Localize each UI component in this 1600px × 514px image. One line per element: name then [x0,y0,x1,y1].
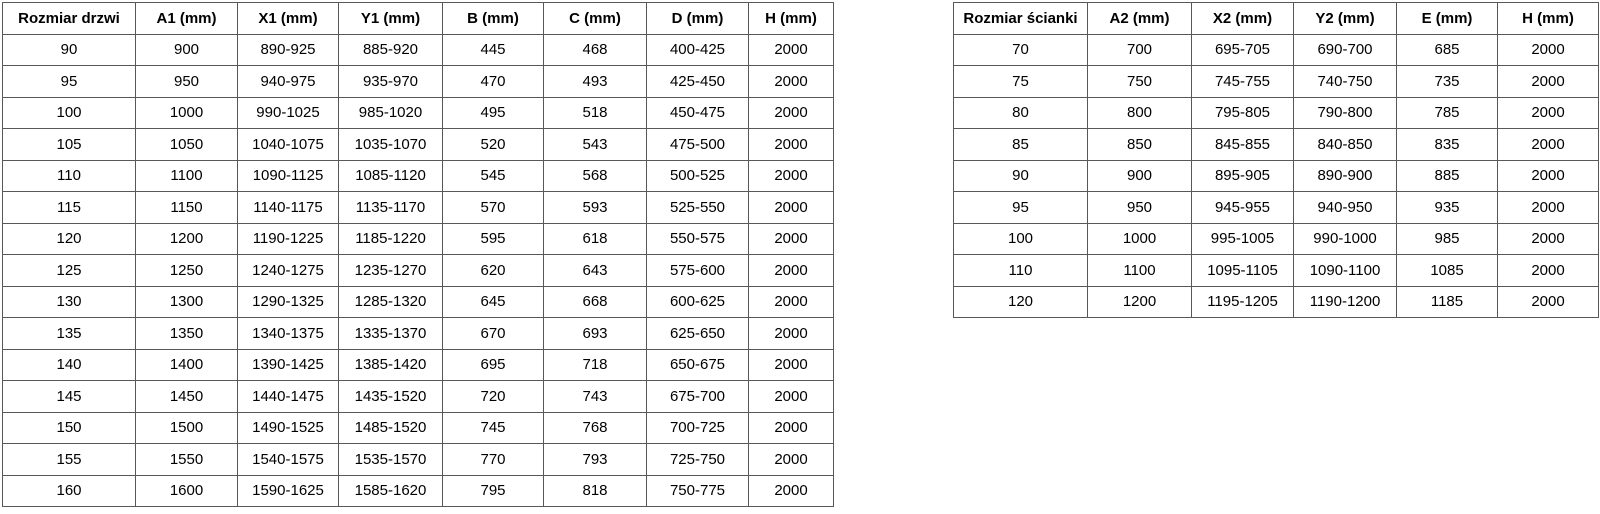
table-row [954,66,1599,98]
table-cell: 1500 [136,412,238,444]
table-cell: 550-575 [647,223,749,255]
table-row [3,412,834,444]
table-row [3,444,834,476]
table-cell: 500-525 [647,160,749,192]
table-cell: 670 [443,318,544,350]
table-cell: 2000 [749,255,834,287]
table-cell: 593 [544,192,647,224]
table-cell: 2000 [749,66,834,98]
table-cell: 1190-1200 [1294,286,1397,318]
table-cell: 675-700 [647,381,749,413]
table-cell: 1000 [136,97,238,129]
table-cell: 743 [544,381,647,413]
wall-size-table [953,2,1599,318]
table-cell: 690-700 [1294,34,1397,66]
table-cell: 2000 [749,444,834,476]
table-cell: 693 [544,318,647,350]
table-cell: 95 [954,192,1088,224]
table-cell: 890-900 [1294,160,1397,192]
table-cell: 135 [3,318,136,350]
table-cell: 895-905 [1192,160,1294,192]
table-cell: 945-955 [1192,192,1294,224]
table-cell: 1385-1420 [339,349,443,381]
table-cell: 700-725 [647,412,749,444]
table-cell: 2000 [749,412,834,444]
table-cell: 1440-1475 [238,381,339,413]
table-cell: 1140-1175 [238,192,339,224]
table-cell: 1090-1100 [1294,255,1397,287]
table-cell: 1550 [136,444,238,476]
table-cell: 470 [443,66,544,98]
table-row [3,129,834,161]
table-row [954,34,1599,66]
table-cell: 1240-1275 [238,255,339,287]
table-cell: 2000 [1498,223,1599,255]
table-cell: 840-850 [1294,129,1397,161]
table-cell: 1590-1625 [238,475,339,507]
table-cell: 1300 [136,286,238,318]
table-cell: 1085-1120 [339,160,443,192]
table-cell: 145 [3,381,136,413]
column-header: Y2 (mm) [1294,3,1397,35]
table-row [3,349,834,381]
table-cell: 1195-1205 [1192,286,1294,318]
table-row [3,381,834,413]
table-cell: 720 [443,381,544,413]
table-row [3,66,834,98]
table-cell: 1090-1125 [238,160,339,192]
table-row [3,97,834,129]
column-header: C (mm) [544,3,647,35]
table-cell: 1390-1425 [238,349,339,381]
table-cell: 750 [1088,66,1192,98]
table-cell: 725-750 [647,444,749,476]
table-cell: 543 [544,129,647,161]
table-cell: 685 [1397,34,1498,66]
table-cell: 1095-1105 [1192,255,1294,287]
table-cell: 90 [3,34,136,66]
table-cell: 2000 [1498,160,1599,192]
table-cell: 125 [3,255,136,287]
table-cell: 1200 [136,223,238,255]
table-cell: 650-675 [647,349,749,381]
table-cell: 935-970 [339,66,443,98]
table-cell: 695-705 [1192,34,1294,66]
table-cell: 2000 [1498,97,1599,129]
table-cell: 718 [544,349,647,381]
table-row [3,34,834,66]
table-cell: 1340-1375 [238,318,339,350]
table-cell: 2000 [749,192,834,224]
table-cell: 1490-1525 [238,412,339,444]
table-cell: 2000 [749,349,834,381]
table-cell: 985 [1397,223,1498,255]
table-cell: 475-500 [647,129,749,161]
column-header: A1 (mm) [136,3,238,35]
table-row [954,192,1599,224]
table-cell: 2000 [1498,255,1599,287]
table-cell: 115 [3,192,136,224]
table-cell: 668 [544,286,647,318]
table-cell: 740-750 [1294,66,1397,98]
table-cell: 700 [1088,34,1192,66]
table-row [954,223,1599,255]
table-cell: 575-600 [647,255,749,287]
table-cell: 120 [3,223,136,255]
table-cell: 845-855 [1192,129,1294,161]
table-cell: 450-475 [647,97,749,129]
table-cell: 620 [443,255,544,287]
table-cell: 1000 [1088,223,1192,255]
table-cell: 100 [3,97,136,129]
table-cell: 160 [3,475,136,507]
table-cell: 800 [1088,97,1192,129]
table-cell: 2000 [749,34,834,66]
table-cell: 785 [1397,97,1498,129]
table-row [954,255,1599,287]
table-cell: 995-1005 [1192,223,1294,255]
table-cell: 1535-1570 [339,444,443,476]
door-size-table [2,2,834,507]
table-cell: 495 [443,97,544,129]
table-cell: 1040-1075 [238,129,339,161]
table-cell: 950 [136,66,238,98]
table-cell: 795-805 [1192,97,1294,129]
table-cell: 1600 [136,475,238,507]
column-header: X2 (mm) [1192,3,1294,35]
table-cell: 625-650 [647,318,749,350]
table-cell: 1035-1070 [339,129,443,161]
table-cell: 1185-1220 [339,223,443,255]
table-cell: 2000 [1498,34,1599,66]
table-cell: 1485-1520 [339,412,443,444]
table-cell: 425-450 [647,66,749,98]
table-row [3,223,834,255]
table-cell: 2000 [749,381,834,413]
table-cell: 140 [3,349,136,381]
table-cell: 1100 [136,160,238,192]
table-cell: 2000 [1498,192,1599,224]
table-cell: 1350 [136,318,238,350]
table-cell: 795 [443,475,544,507]
table-cell: 1450 [136,381,238,413]
table-row [954,129,1599,161]
table-row [3,286,834,318]
table-cell: 835 [1397,129,1498,161]
table-row [3,318,834,350]
table-cell: 790-800 [1294,97,1397,129]
table-cell: 445 [443,34,544,66]
table-row [3,192,834,224]
table-cell: 130 [3,286,136,318]
column-header: H (mm) [749,3,834,35]
table-cell: 2000 [749,160,834,192]
table-cell: 770 [443,444,544,476]
table-cell: 1400 [136,349,238,381]
column-header: A2 (mm) [1088,3,1192,35]
table-cell: 885-920 [339,34,443,66]
table-cell: 110 [3,160,136,192]
table-cell: 520 [443,129,544,161]
table-cell: 85 [954,129,1088,161]
header-row [954,3,1599,35]
table-cell: 1135-1170 [339,192,443,224]
table-cell: 1285-1320 [339,286,443,318]
header-row [3,3,834,35]
table-cell: 818 [544,475,647,507]
table-row [954,97,1599,129]
table-cell: 643 [544,255,647,287]
table-cell: 745-755 [1192,66,1294,98]
table-cell: 2000 [749,97,834,129]
column-header: Rozmiar drzwi [3,3,136,35]
table-cell: 1235-1270 [339,255,443,287]
table-cell: 850 [1088,129,1192,161]
table-cell: 935 [1397,192,1498,224]
table-cell: 745 [443,412,544,444]
table-cell: 990-1000 [1294,223,1397,255]
column-header: H (mm) [1498,3,1599,35]
table-cell: 1150 [136,192,238,224]
table-cell: 120 [954,286,1088,318]
column-header: D (mm) [647,3,749,35]
table-cell: 1185 [1397,286,1498,318]
table-cell: 793 [544,444,647,476]
table-row [954,160,1599,192]
table-cell: 155 [3,444,136,476]
table-cell: 2000 [1498,286,1599,318]
table-cell: 80 [954,97,1088,129]
table-cell: 70 [954,34,1088,66]
table-cell: 2000 [749,129,834,161]
table-row [3,160,834,192]
column-header: X1 (mm) [238,3,339,35]
column-header: E (mm) [1397,3,1498,35]
table-cell: 110 [954,255,1088,287]
table-cell: 2000 [1498,129,1599,161]
table-cell: 940-950 [1294,192,1397,224]
table-cell: 75 [954,66,1088,98]
table-cell: 750-775 [647,475,749,507]
table-cell: 735 [1397,66,1498,98]
table-cell: 1250 [136,255,238,287]
table-cell: 570 [443,192,544,224]
table-cell: 985-1020 [339,97,443,129]
table-cell: 1290-1325 [238,286,339,318]
table-cell: 600-625 [647,286,749,318]
table-cell: 900 [1088,160,1192,192]
table-cell: 493 [544,66,647,98]
table-cell: 400-425 [647,34,749,66]
table-cell: 885 [1397,160,1498,192]
table-cell: 990-1025 [238,97,339,129]
table-cell: 150 [3,412,136,444]
table-row [3,255,834,287]
table-cell: 468 [544,34,647,66]
table-cell: 1085 [1397,255,1498,287]
table-cell: 100 [954,223,1088,255]
table-cell: 95 [3,66,136,98]
table-cell: 890-925 [238,34,339,66]
table-cell: 1050 [136,129,238,161]
table-cell: 940-975 [238,66,339,98]
table-cell: 900 [136,34,238,66]
table-cell: 1435-1520 [339,381,443,413]
table-row [954,286,1599,318]
table-cell: 2000 [749,223,834,255]
table-cell: 1335-1370 [339,318,443,350]
table-cell: 1585-1620 [339,475,443,507]
table-cell: 1190-1225 [238,223,339,255]
table-cell: 695 [443,349,544,381]
table-cell: 1200 [1088,286,1192,318]
table-cell: 518 [544,97,647,129]
table-cell: 105 [3,129,136,161]
table-cell: 90 [954,160,1088,192]
table-cell: 545 [443,160,544,192]
table-cell: 595 [443,223,544,255]
table-cell: 618 [544,223,647,255]
table-cell: 2000 [1498,66,1599,98]
table-cell: 2000 [749,318,834,350]
table-cell: 525-550 [647,192,749,224]
column-header: B (mm) [443,3,544,35]
table-cell: 950 [1088,192,1192,224]
column-header: Y1 (mm) [339,3,443,35]
table-row [3,475,834,507]
table-cell: 2000 [749,475,834,507]
table-cell: 645 [443,286,544,318]
table-cell: 2000 [749,286,834,318]
table-cell: 568 [544,160,647,192]
column-header: Rozmiar ścianki [954,3,1088,35]
table-cell: 1100 [1088,255,1192,287]
table-cell: 1540-1575 [238,444,339,476]
table-cell: 768 [544,412,647,444]
